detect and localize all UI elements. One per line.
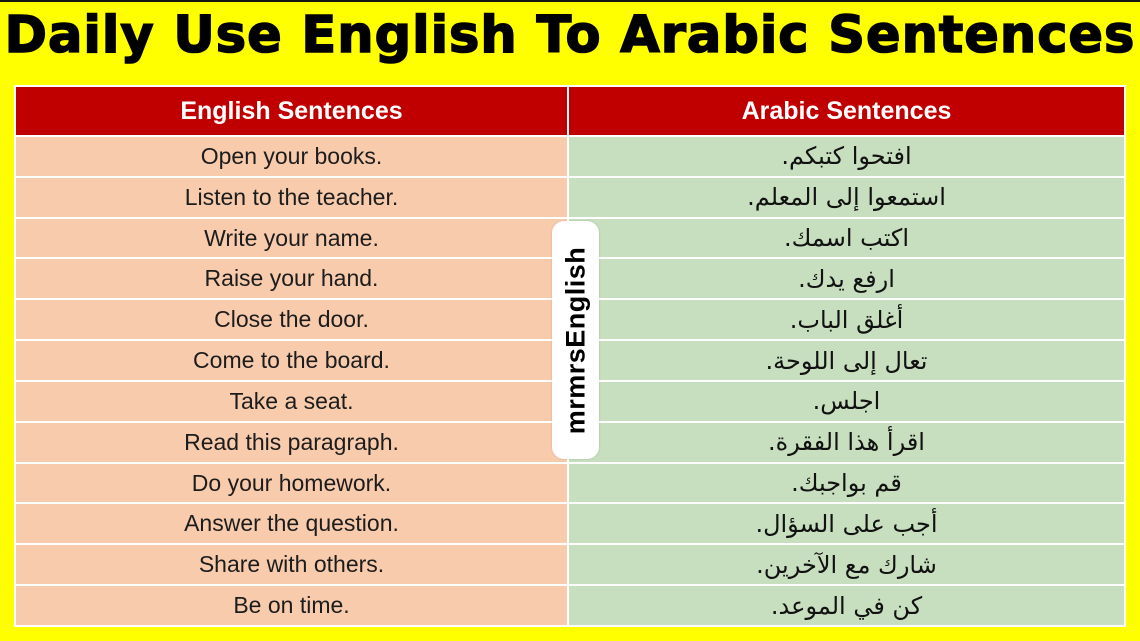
arabic-cell: اجلس. (569, 382, 1124, 421)
arabic-cell: اقرأ هذا الفقرة. (569, 423, 1124, 462)
top-border-line (0, 0, 1140, 2)
arabic-cell: كن في الموعد. (569, 586, 1124, 625)
english-cell: Come to the board. (16, 341, 567, 380)
english-cell: Answer the question. (16, 504, 567, 543)
column-header-arabic: Arabic Sentences (569, 87, 1124, 135)
column-header-english: English Sentences (16, 87, 567, 135)
arabic-cell: أجب على السؤال. (569, 504, 1124, 543)
english-cell: Open your books. (16, 137, 567, 176)
page-title: Daily Use English To Arabic Sentences (4, 6, 1136, 65)
english-cell: Close the door. (16, 300, 567, 339)
english-cell: Raise your hand. (16, 259, 567, 298)
english-cell: Listen to the teacher. (16, 178, 567, 217)
english-cell: Do your homework. (16, 464, 567, 503)
arabic-cell: تعال إلى اللوحة. (569, 341, 1124, 380)
english-cell: Share with others. (16, 545, 567, 584)
arabic-cell: استمعوا إلى المعلم. (569, 178, 1124, 217)
arabic-cell: ارفع يدك. (569, 259, 1124, 298)
arabic-cell: افتحوا كتبكم. (569, 137, 1124, 176)
arabic-cell: أغلق الباب. (569, 300, 1124, 339)
arabic-cell: قم بواجبك. (569, 464, 1124, 503)
english-cell: Read this paragraph. (16, 423, 567, 462)
arabic-cell: شارك مع الآخرين. (569, 545, 1124, 584)
arabic-cell: اكتب اسمك. (569, 219, 1124, 258)
english-cell: Take a seat. (16, 382, 567, 421)
english-cell: Write your name. (16, 219, 567, 258)
english-cell: Be on time. (16, 586, 567, 625)
watermark-pill (552, 221, 599, 459)
watermark-text: mrmrsEnglish (560, 246, 590, 434)
